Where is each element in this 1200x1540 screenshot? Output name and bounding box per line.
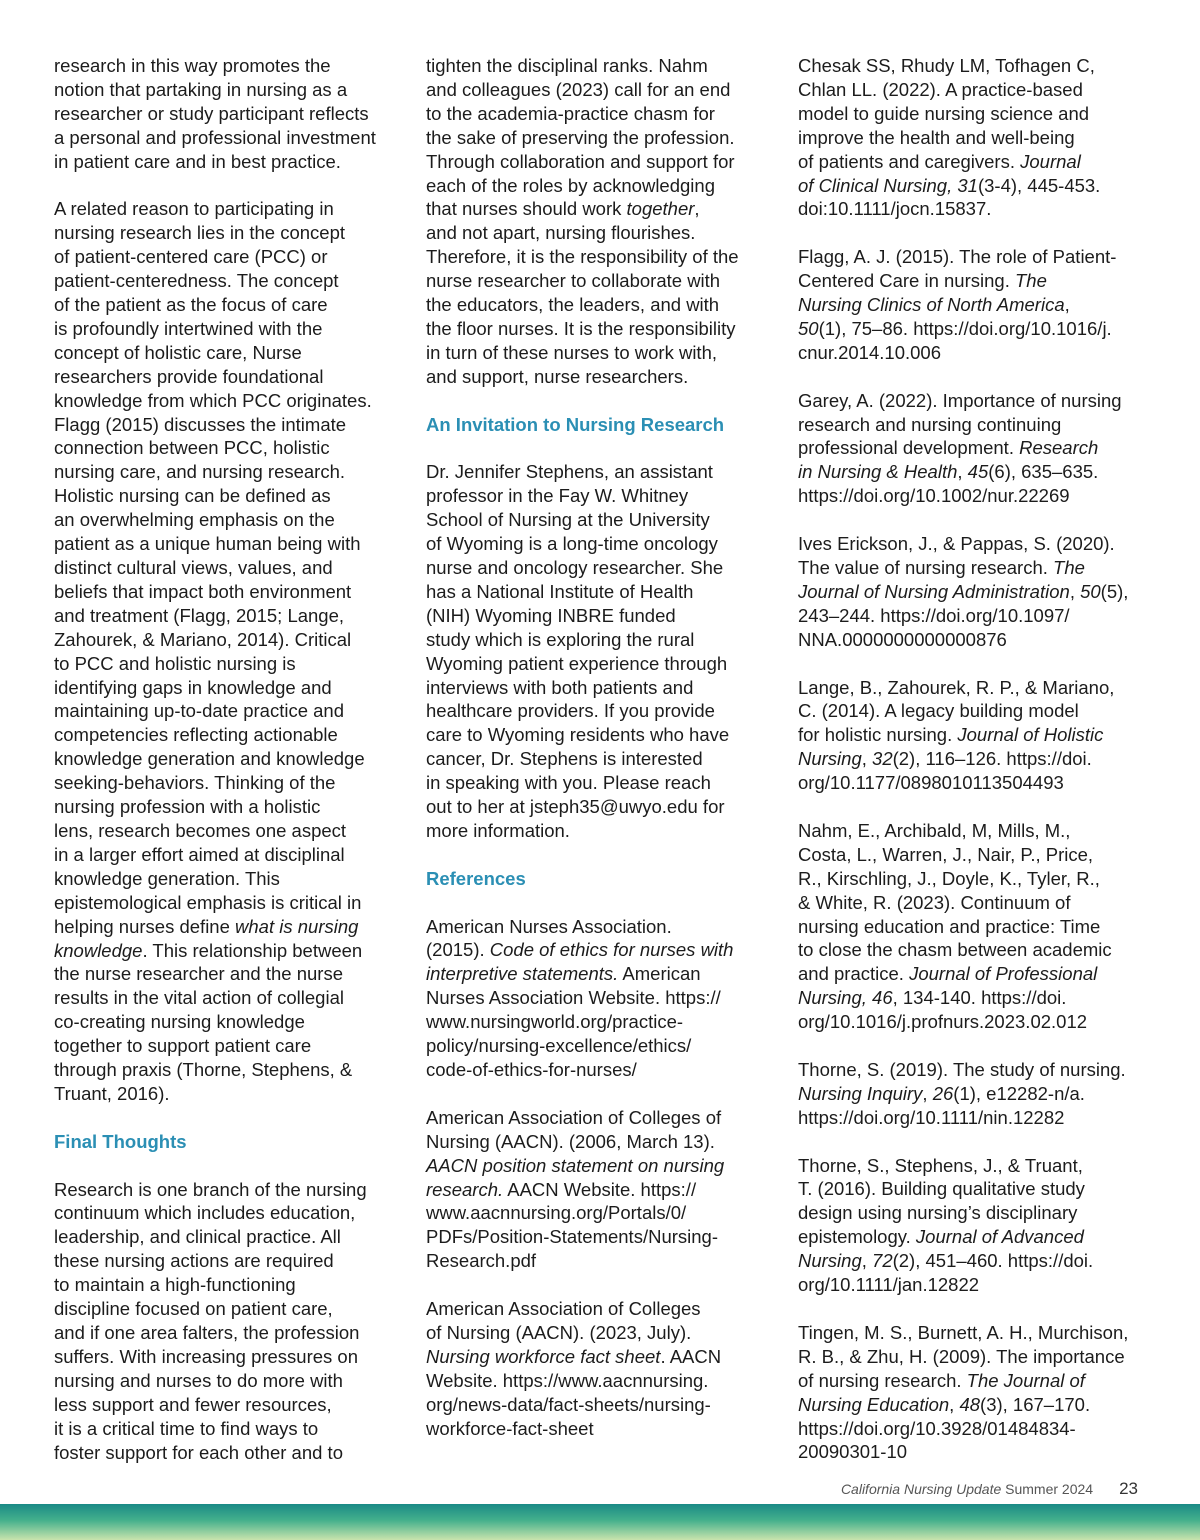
text-line: knowledge from which PCC originates. — [54, 389, 372, 411]
text-line: www.nursingworld.org/practice- — [426, 1011, 684, 1033]
reference-entry — [798, 1154, 1148, 1297]
text-line: Chesak SS, Rhudy LM, Tofhagen C, — [798, 55, 1095, 76]
text-line: nursing care, and nursing research. — [54, 461, 346, 483]
text-line: distinct cultural views, values, and — [54, 557, 333, 579]
section-heading-invitation: An Invitation to Nursing Research — [426, 413, 725, 435]
text-line: and practice. Journal of Professional — [798, 963, 1098, 985]
text-line: foster support for each other and to — [54, 1441, 343, 1463]
text-line: policy/nursing-excellence/ethics/ — [426, 1035, 692, 1057]
paragraph — [54, 197, 404, 1105]
text-line: to close the chasm between academic — [798, 939, 1112, 961]
text-line: improve the health and well-being — [798, 126, 1075, 148]
text-line: to maintain a high-functioning — [54, 1274, 296, 1296]
paragraph — [54, 1178, 404, 1465]
text-line: knowledge generation. This — [54, 867, 280, 889]
text-line: through praxis (Thorne, Stephens, & — [54, 1059, 353, 1081]
text-line: The value of nursing research. The — [798, 556, 1085, 578]
text-line: American Nurses Association. — [426, 915, 672, 937]
text-line: Through collaboration and support for — [426, 150, 735, 172]
text-line: https://doi.org/10.1111/nin.12282 — [798, 1106, 1065, 1128]
text-line: Therefore, it is the responsibility of the — [426, 246, 739, 268]
text-line: & White, R. (2023). Continuum of — [798, 891, 1071, 913]
text-line: in a larger effort aimed at disciplinal — [54, 843, 345, 865]
text-line: co-creating nursing knowledge — [54, 1011, 305, 1033]
text-line: suffers. With increasing pressures on — [54, 1345, 359, 1367]
text-line: together to support patient care — [54, 1035, 312, 1057]
text-line: of Nursing (AACN). (2023, July). — [426, 1321, 692, 1343]
text-line: research and nursing continuing — [798, 413, 1062, 435]
text-line: Nursing Clinics of North America, — [798, 294, 1070, 316]
text-line: leadership, and clinical practice. All — [54, 1226, 341, 1248]
text-line: Wyoming patient experience through — [426, 652, 728, 674]
text-line: research. AACN Website. https:// — [426, 1178, 697, 1200]
text-line: code-of-ethics-for-nurses/ — [426, 1059, 637, 1080]
text-line: to the academia-practice chasm for — [426, 102, 715, 124]
text-line: doi:10.1111/jocn.15837. — [798, 198, 992, 220]
text-line: researcher or study participant reflects — [54, 102, 369, 124]
text-line: School of Nursing at the University — [426, 509, 710, 531]
text-line: nursing research lies in the concept — [54, 222, 346, 244]
text-line: lens, research becomes one aspect — [54, 819, 347, 841]
text-line: workforce-fact-sheet — [426, 1417, 594, 1439]
text-line: maintaining up-to-date practice and — [54, 700, 345, 722]
text-line: Nursing, 32(2), 116–126. https://doi. — [798, 748, 1092, 770]
text-line: cnur.2014.10.006 — [798, 341, 941, 363]
reference-entry — [426, 1106, 776, 1273]
text-line: of nursing research. The Journal of — [798, 1369, 1085, 1391]
text-line: for holistic nursing. Journal of Holistic — [798, 724, 1104, 746]
issue-label: Summer 2024 — [1001, 1481, 1094, 1497]
text-line: the sake of preserving the profession. — [426, 126, 735, 148]
text-line: AACN position statement on nursing — [426, 1154, 725, 1176]
text-line: Dr. Jennifer Stephens, an assistant — [426, 461, 713, 483]
text-line: these nursing actions are required — [54, 1250, 334, 1272]
column-1 — [54, 54, 404, 1464]
text-line: org/10.1111/jan.12822 — [798, 1274, 980, 1296]
text-line: of the patient as the focus of care — [54, 294, 328, 316]
text-line: connection between PCC, holistic — [54, 437, 330, 459]
text-line: Flagg, A. J. (2015). The role of Patient- — [798, 246, 1117, 268]
reference-entry — [798, 1058, 1148, 1130]
text-line: Tingen, M. S., Burnett, A. H., Murchison, — [798, 1321, 1129, 1343]
text-line: interpretive statements. American — [426, 963, 701, 985]
text-line: seeking-behaviors. Thinking of the — [54, 772, 336, 794]
text-line: Centered Care in nursing. The — [798, 270, 1047, 292]
text-line: is profoundly intertwined with the — [54, 317, 323, 339]
text-line: Research is one branch of the nursing — [54, 1178, 367, 1200]
text-line: Journal of Nursing Administration, 50(5), — [798, 580, 1129, 602]
text-line: American Association of Colleges — [426, 1298, 701, 1320]
text-line: of patients and caregivers. Journal — [798, 150, 1081, 172]
publication-title: California Nursing Update — [840, 1481, 1002, 1497]
text-line: in turn of these nurses to work with, — [426, 341, 717, 363]
text-line: and not apart, nursing flourishes. — [426, 222, 696, 244]
text-line: (NIH) Wyoming INBRE funded — [426, 604, 676, 626]
text-line: Thorne, S., Stephens, J., & Truant, — [798, 1154, 1083, 1176]
column-3 — [798, 54, 1148, 1464]
text-line: nurse researcher to collaborate with — [426, 270, 721, 292]
text-line: interviews with both patients and — [426, 676, 694, 698]
text-line: patient-centeredness. The concept — [54, 270, 339, 292]
text-line: Nursing Inquiry, 26(1), e12282-n/a. — [798, 1082, 1085, 1104]
text-line: nursing education and practice: Time — [798, 915, 1101, 937]
paragraph — [54, 54, 404, 174]
text-line: NNA.0000000000000876 — [798, 628, 1007, 650]
paragraph — [426, 54, 776, 389]
text-line: knowledge generation and knowledge — [54, 748, 365, 770]
text-line: less support and fewer resources, — [54, 1393, 332, 1415]
text-line: nursing and nurses to do more with — [54, 1369, 343, 1391]
text-line: results in the vital action of collegial — [54, 987, 344, 1009]
text-line: healthcare providers. If you provide — [426, 700, 715, 722]
text-line: of Clinical Nursing, 31(3-4), 445-453. — [798, 174, 1101, 196]
reference-entry — [798, 389, 1148, 509]
text-line: in speaking with you. Please reach — [426, 772, 711, 794]
text-line: Lange, B., Zahourek, R. P., & Mariano, — [798, 676, 1115, 698]
text-line: research in this way promotes the — [54, 55, 331, 76]
text-line: care to Wyoming residents who have — [426, 724, 730, 746]
text-line: www.aacnnursing.org/Portals/0/ — [426, 1202, 687, 1224]
text-line: Chlan LL. (2022). A practice-based — [798, 78, 1083, 100]
text-line: identifying gaps in knowledge and — [54, 676, 332, 698]
reference-entry — [798, 819, 1148, 1034]
paragraph — [426, 460, 776, 843]
reference-entry — [798, 532, 1148, 652]
reference-entry — [798, 1321, 1148, 1464]
text-line: of Wyoming is a long-time oncology — [426, 533, 718, 555]
text-line: org/10.1177/0898010113504493 — [798, 772, 1064, 794]
text-line: (2015). Code of ethics for nurses with — [426, 939, 734, 961]
text-line: 50(1), 75–86. https://doi.org/10.1016/j. — [798, 317, 1112, 339]
text-line: and colleagues (2023) call for an end — [426, 78, 731, 100]
reference-entry — [426, 1297, 776, 1440]
text-line: each of the roles by acknowledging — [426, 174, 715, 196]
text-line: and if one area falters, the profession — [54, 1321, 360, 1343]
text-line: to PCC and holistic nursing is — [54, 652, 296, 674]
text-line: Costa, L., Warren, J., Nair, P., Price, — [798, 843, 1094, 865]
text-line: knowledge. This relationship between — [54, 939, 363, 961]
text-line: org/news-data/fact-sheets/nursing- — [426, 1393, 711, 1415]
text-line: more information. — [426, 819, 570, 841]
text-line: in patient care and in best practice. — [54, 150, 341, 172]
text-line: it is a critical time to find ways to — [54, 1417, 319, 1439]
text-line: 243–244. https://doi.org/10.1097/ — [798, 604, 1070, 626]
text-line: Thorne, S. (2019). The study of nursing. — [798, 1058, 1126, 1080]
text-line: Holistic nursing can be defined as — [54, 485, 331, 507]
text-line: design using nursing’s disciplinary — [798, 1202, 1078, 1224]
text-line: and treatment (Flagg, 2015; Lange, — [54, 604, 345, 626]
text-line: concept of holistic care, Nurse — [54, 341, 302, 363]
text-line: of patient-centered care (PCC) or — [54, 246, 328, 268]
text-line: Garey, A. (2022). Importance of nursing — [798, 389, 1122, 411]
text-line: nursing profession with a holistic — [54, 796, 321, 818]
reference-entry — [798, 54, 1148, 221]
text-line: tighten the disciplinal ranks. Nahm — [426, 55, 708, 76]
text-line: that nurses should work together, — [426, 198, 700, 220]
text-line: Nursing, 46, 134-140. https://doi. — [798, 987, 1067, 1009]
text-line: C. (2014). A legacy building model — [798, 700, 1079, 722]
text-line: has a National Institute of Health — [426, 580, 694, 602]
page-footer — [0, 1479, 1138, 1499]
text-line: PDFs/Position-Statements/Nursing- — [426, 1226, 718, 1248]
text-line: Truant, 2016). — [54, 1082, 170, 1104]
text-line: Nursing (AACN). (2006, March 13). — [426, 1130, 715, 1152]
text-line: R. B., & Zhu, H. (2009). The importance — [798, 1345, 1125, 1367]
text-line: 20090301-10 — [798, 1441, 908, 1463]
text-line: Nurses Association Website. https:// — [426, 987, 721, 1009]
text-line: professional development. Research — [798, 437, 1099, 459]
text-line: org/10.1016/j.profnurs.2023.02.012 — [798, 1011, 1088, 1033]
text-line: https://doi.org/10.3928/01484834- — [798, 1417, 1076, 1439]
text-line: A related reason to participating in — [54, 198, 334, 220]
text-line: patient as a unique human being with — [54, 533, 361, 555]
section-heading-final-thoughts: Final Thoughts — [54, 1130, 187, 1152]
text-line: epistemology. Journal of Advanced — [798, 1226, 1084, 1248]
text-line: T. (2016). Building qualitative study — [798, 1178, 1085, 1200]
text-line: Nursing, 72(2), 451–460. https://doi. — [798, 1250, 1094, 1272]
text-line: professor in the Fay W. Whitney — [426, 485, 689, 507]
text-line: a personal and professional investment — [54, 126, 376, 148]
reference-entry — [798, 676, 1148, 796]
text-line: in Nursing & Health, 45(6), 635–635. — [798, 461, 1099, 483]
text-line: discipline focused on patient care, — [54, 1298, 333, 1320]
page-number: 23 — [1119, 1479, 1138, 1498]
text-line: Flagg (2015) discusses the intimate — [54, 413, 347, 435]
text-line: Research.pdf — [426, 1250, 537, 1272]
text-line: the nurse researcher and the nurse — [54, 963, 343, 985]
text-line: notion that partaking in nursing as a — [54, 78, 348, 100]
text-line: the educators, the leaders, and with — [426, 294, 720, 316]
text-line: study which is exploring the rural — [426, 628, 695, 650]
text-line: Zahourek, & Mariano, 2014). Critical — [54, 628, 352, 650]
text-line: model to guide nursing science and — [798, 102, 1090, 124]
text-line: continuum which includes education, — [54, 1202, 356, 1224]
text-line: the floor nurses. It is the responsibility — [426, 317, 736, 339]
reference-entry — [426, 915, 776, 1082]
text-line: Website. https://www.aacnnursing. — [426, 1369, 709, 1391]
section-heading-references: References — [426, 867, 526, 889]
column-2 — [426, 54, 776, 1440]
text-line: cancer, Dr. Stephens is interested — [426, 748, 703, 770]
text-line: R., Kirschling, J., Doyle, K., Tyler, R., — [798, 867, 1100, 889]
text-line: helping nurses define what is nursing — [54, 915, 359, 937]
text-line: an overwhelming emphasis on the — [54, 509, 335, 531]
reference-entry — [798, 245, 1148, 365]
text-line: American Association of Colleges of — [426, 1106, 722, 1128]
text-line: Ives Erickson, J., & Pappas, S. (2020). — [798, 533, 1115, 555]
text-line: out to her at jsteph35@uwyo.edu for — [426, 796, 725, 818]
text-line: beliefs that impact both environment — [54, 580, 352, 602]
text-line: and support, nurse researchers. — [426, 365, 689, 387]
text-line: researchers provide foundational — [54, 365, 324, 387]
footer-gradient-band — [0, 1504, 1200, 1540]
text-line: Nahm, E., Archibald, M, Mills, M., — [798, 819, 1071, 841]
text-line: nurse and oncology researcher. She — [426, 557, 724, 578]
text-line: https://doi.org/10.1002/nur.22269 — [798, 485, 1070, 507]
text-line: competencies reflecting actionable — [54, 724, 338, 746]
text-line: Nursing workforce fact sheet. AACN — [426, 1345, 722, 1367]
text-line: Nursing Education, 48(3), 167–170. — [798, 1393, 1091, 1415]
text-line: epistemological emphasis is critical in — [54, 891, 362, 913]
